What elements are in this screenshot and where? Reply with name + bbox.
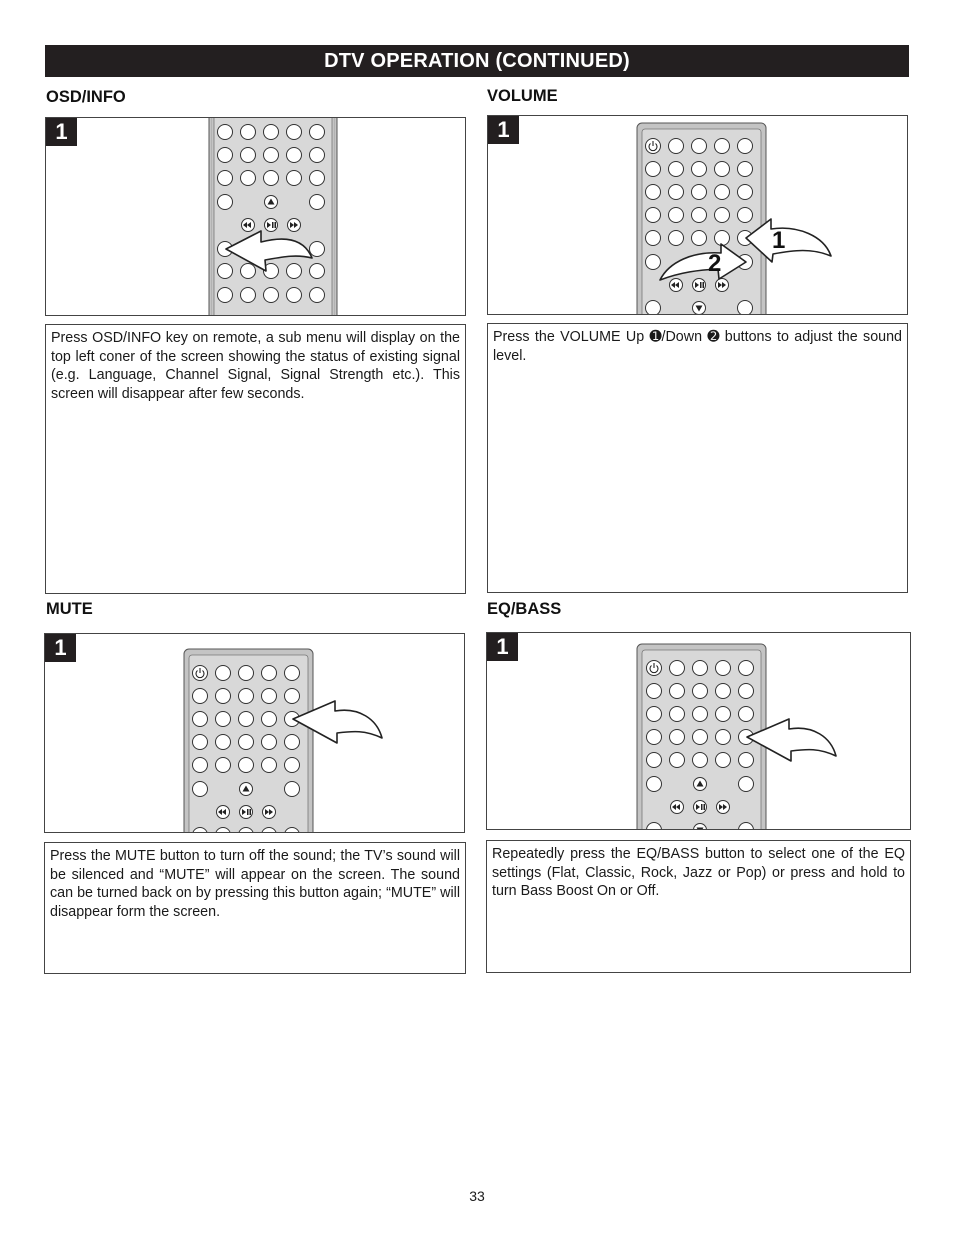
play-pause-icon xyxy=(693,279,706,292)
rewind-icon xyxy=(242,219,255,232)
osd-info-heading: OSD/INFO xyxy=(46,88,126,106)
up-arrow-icon xyxy=(265,196,278,209)
fast-forward-icon xyxy=(263,806,276,819)
osd-info-figure xyxy=(45,117,466,316)
remote-control-icon xyxy=(46,118,465,315)
page-title: DTV OPERATION (CONTINUED) xyxy=(324,49,630,72)
play-pause-icon xyxy=(265,219,278,232)
step-number: 1 xyxy=(46,118,77,146)
up-arrow-icon xyxy=(694,778,707,791)
step-number: 1 xyxy=(487,633,518,661)
volume-heading: VOLUME xyxy=(487,87,558,105)
eq-bass-instructions: Repeatedly press the EQ/BASS button to select one of the EQ settings (Flat, Classic, Rock, Jazz or Pop) or press and hold to turn Bass Boost On or Off. xyxy=(486,840,911,973)
step-number: 1 xyxy=(488,116,519,144)
rewind-icon xyxy=(670,279,683,292)
volume-instructions: Press the VOLUME Up ➊/Down ➋ buttons to adjust the sound level. xyxy=(487,323,908,593)
osd-info-instructions: Press OSD/INFO key on remote, a sub menu will display on the top left coner of the screen showing the status of existing signal (e.g. Language, Channel Signal, Signal Strength etc.). This screen will disappear after few seconds. xyxy=(45,324,466,594)
mute-instructions: Press the MUTE button to turn off the sound; the TV’s sound will be silenced and “MUTE” will appear on the screen. The sound can be turned back on by pressing this button again; “MUTE” will disappear form the screen. xyxy=(44,842,466,974)
power-icon xyxy=(193,666,208,681)
play-pause-icon xyxy=(694,801,707,814)
down-arrow-icon xyxy=(693,302,706,315)
mute-heading: MUTE xyxy=(46,600,93,618)
fast-forward-icon xyxy=(716,279,729,292)
eq-bass-figure xyxy=(486,632,911,830)
rewind-icon xyxy=(217,806,230,819)
page-title-banner xyxy=(45,45,909,77)
eq-bass-heading: EQ/BASS xyxy=(487,600,562,618)
fast-forward-icon xyxy=(288,219,301,232)
remote-control-icon xyxy=(488,116,907,314)
play-pause-icon xyxy=(240,806,253,819)
callout-volume-up: 1 xyxy=(772,227,786,254)
power-icon xyxy=(646,139,661,154)
mute-figure xyxy=(44,633,465,833)
up-arrow-icon xyxy=(240,783,253,796)
fast-forward-icon xyxy=(717,801,730,814)
page-number: 33 xyxy=(469,1188,485,1204)
rewind-icon xyxy=(671,801,684,814)
power-icon xyxy=(647,661,662,676)
remote-control-icon xyxy=(45,634,464,832)
remote-control-icon xyxy=(487,633,910,829)
callout-volume-down: 2 xyxy=(708,250,722,277)
volume-figure xyxy=(487,115,908,315)
step-number: 1 xyxy=(45,634,76,662)
